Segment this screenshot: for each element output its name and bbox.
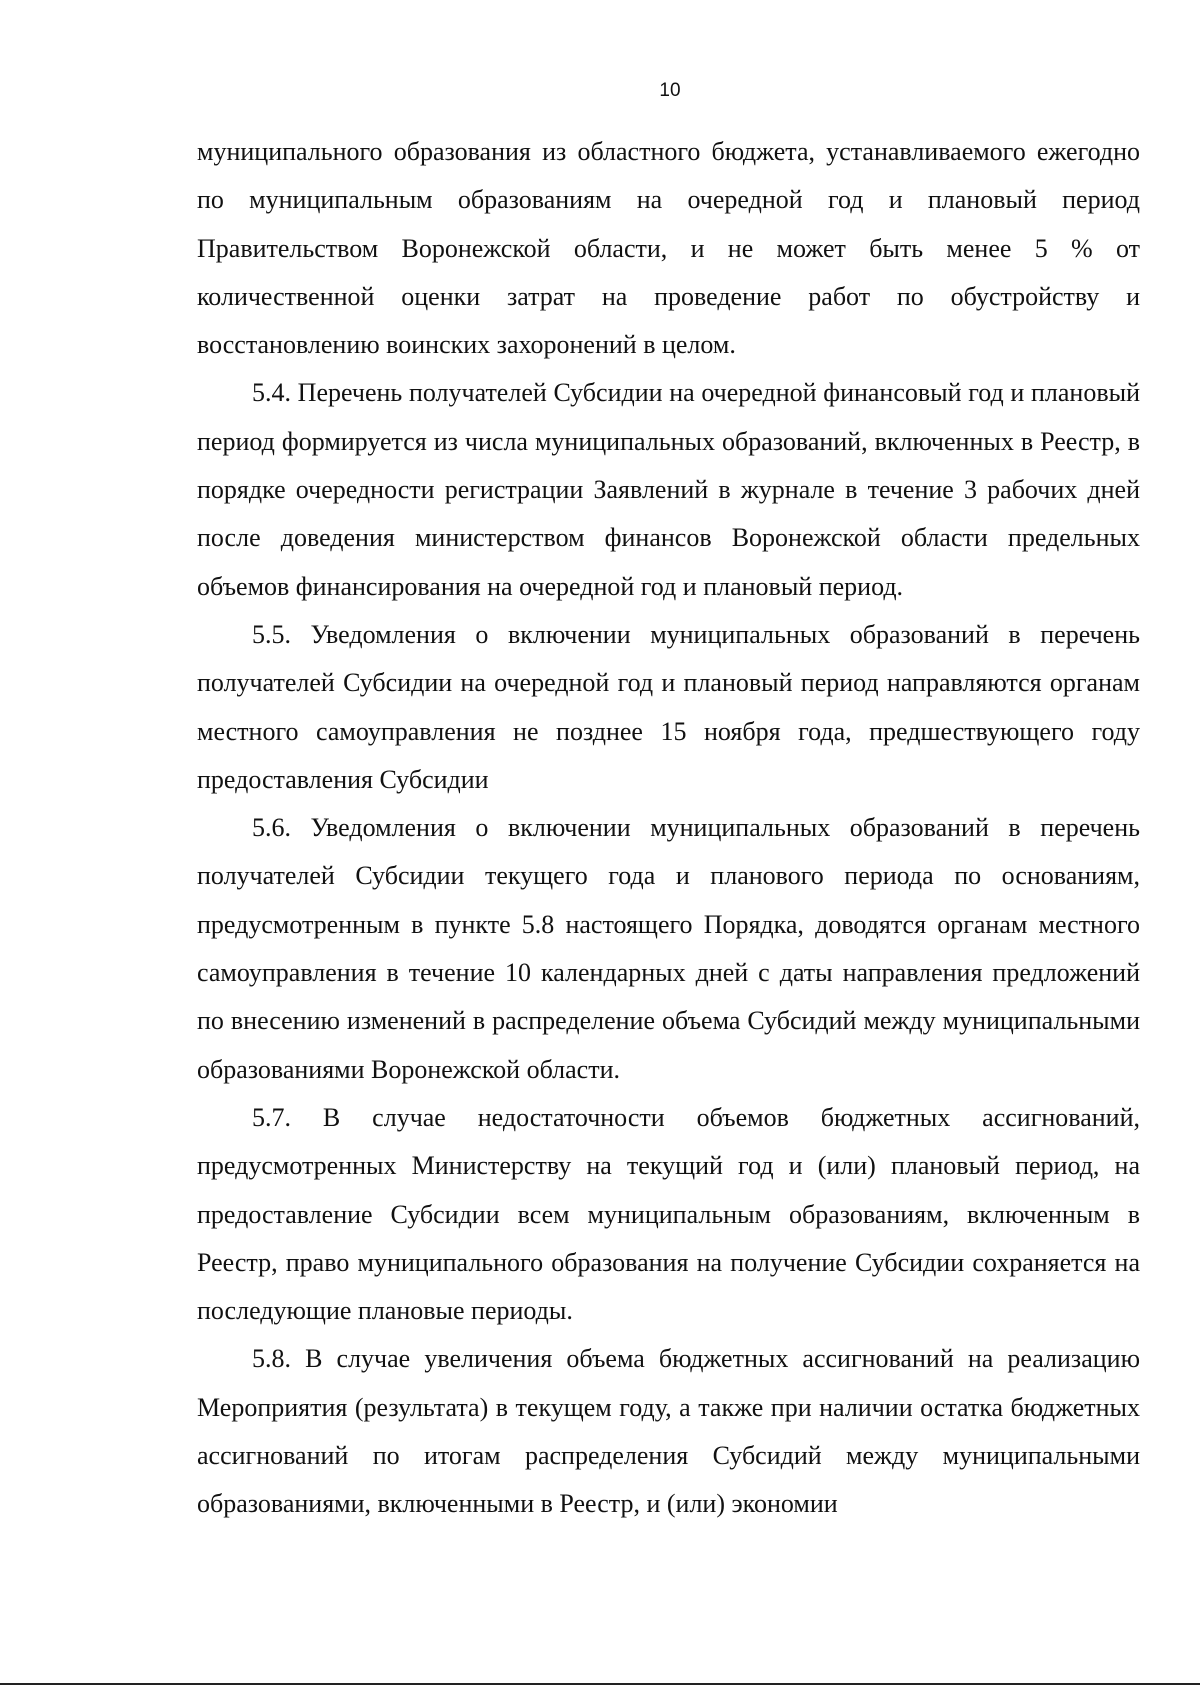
paragraph-continuation: муниципального образования из областного бюджета, устанавливаемого ежегодно по муниципальным образованиям на очередной год и плановый период Правительством Воронежской области, и не может быть менее 5 % от количественной оценки затрат на проведение работ по обустройству и восстановлению воинских захоронений в целом. <box>197 137 1140 360</box>
paragraph-5-5: 5.5. Уведомления о включении муниципальных образований в перечень получателей Субсидии на очередной год и плановый период направляются органам местного самоуправления не позднее 15 ноября года, предшествующего году предоставления Субсидии <box>197 619 1140 794</box>
document-body <box>197 128 1140 1529</box>
paragraph-5-4: 5.4. Перечень получателей Субсидии на очередной финансовый год и плановый период формируется из числа муниципальных образований, включенных в Реестр, в порядке очередности регистрации Заявлений в журнале в течение 3 рабочих дней после доведения министерством финансов Воронежской области предельных объемов финансирования на очередной год и плановый период. <box>197 378 1140 601</box>
paragraph-5-6: 5.6. Уведомления о включении муниципальных образований в перечень получателей Субсидии текущего года и планового периода по основаниям, предусмотренным в пункте 5.8 настоящего Порядка, доводятся органам местного самоуправления в течение 10 календарных дней с даты направления предложений по внесению изменений в распределение объема Субсидий между муниципальными образованиями Воронежской области. <box>197 813 1140 1084</box>
paragraph-5-7: 5.7. В случае недостаточности объемов бюджетных ассигнований, предусмотренных Министерству на текущий год и (или) плановый период, на предоставление Субсидии всем муниципальным образованиям, включенным в Реестр, право муниципального образования на получение Субсидии сохраняется на последующие плановые периоды. <box>197 1102 1140 1326</box>
page-number: 10 <box>659 80 681 101</box>
paragraph-5-8: 5.8. В случае увеличения объема бюджетных ассигнований на реализацию Мероприятия (результата) в текущем году, а также при наличии остатка бюджетных ассигнований по итогам распределения Субсидий между муниципальными образованиями, включенными в Реестр, и (или) экономии <box>197 1344 1140 1519</box>
bottom-divider <box>0 1683 1200 1685</box>
